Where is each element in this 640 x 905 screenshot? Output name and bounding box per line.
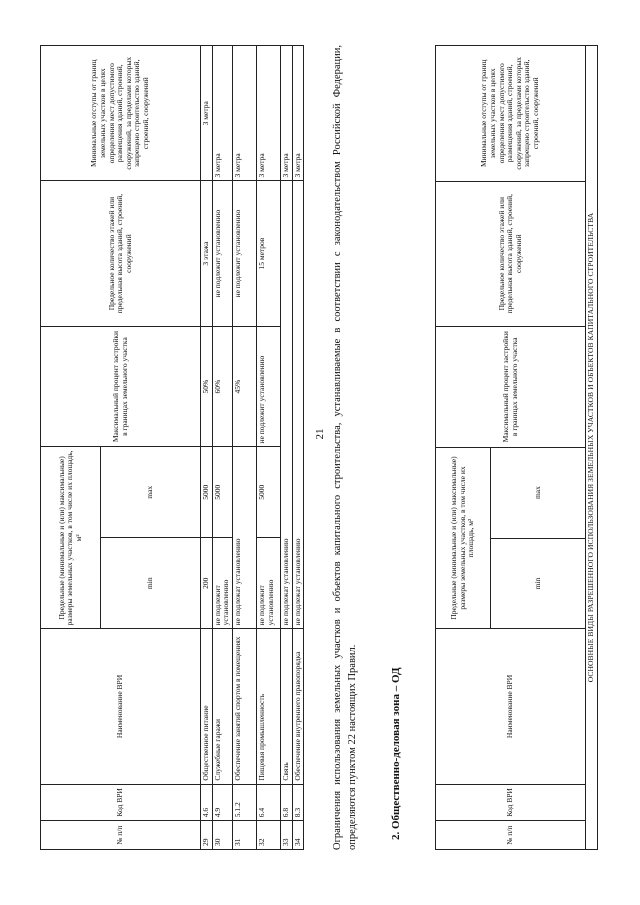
table-row [292,46,304,850]
header-sizes: Предельные (минимальные и (или) максимальные) размеры земельных участков, в том числе их площадь, м² [41,447,101,629]
cell-setback: 3 метра [292,46,304,181]
cell-min: 200 [201,538,213,629]
cell-min-max: не подлежат установлению [280,181,292,629]
header-setback: Минимальные отступы от границ земельных участков в целях определения мест допустимого размещения зданий, строений, сооружений, за пределами которых запрещено строительство зданий, строений, сооружений [436,46,586,182]
cell-percent: не подлежит установлению [256,326,280,447]
cell-max: 5000 [256,447,280,538]
header-floors: Предельное количество этажей или предельная высота зданий, строений, сооружений [41,181,201,326]
cell-name: Общественное питание [201,629,213,784]
cell-percent: 60% [212,326,232,447]
cell-num: 29 [201,821,213,850]
table-row [212,46,232,850]
table-row [232,46,256,850]
cell-min: не подлежит установлению [256,538,280,629]
cell-name: Связь [280,629,292,784]
cell-code: 4.6 [201,784,213,821]
cell-setback: 3 метра [212,46,232,181]
header-name: Наименование ВРИ [436,629,586,784]
header-setback: Минимальные отступы от границ земельных участков в целях определения мест допустимого размещения зданий, строений, сооружений, за пределами которых запрещено строительство зданий, строений, сооружений [41,46,201,181]
header-max: max [101,447,201,538]
header-percent: Максимальный процент застройки в границах земельного участка [436,326,586,447]
table-section-row [586,46,598,850]
page-number: 21 [314,428,326,440]
cell-code: 8.3 [292,784,304,821]
cell-name: Служебные гаражи [212,629,232,784]
header-min: min [101,538,201,629]
cell-floors: 15 метров [256,181,280,326]
regulations-table [40,45,304,850]
table-row [256,46,280,850]
cell-min-max: не подлежат установлению [292,181,304,629]
cell-max: 5000 [201,447,213,538]
cell-percent: 45% [232,326,256,447]
header-name: Наименование ВРИ [41,629,201,784]
od-zone-table [435,45,598,850]
cell-setback: 3 метра [201,46,213,181]
cell-max: 5000 [212,447,232,538]
header-code: Код ВРИ [41,784,201,821]
cell-num: 30 [212,821,232,850]
cell-code: 6.4 [256,784,280,821]
cell-floors: не подлежит установлению [212,181,232,326]
cell-code: 6.8 [280,784,292,821]
cell-percent: 50% [201,326,213,447]
cell-min-max: не подлежат установлению [232,447,256,629]
cell-name: Обеспечение внутреннего правопорядка [292,629,304,784]
cell-code: 4.9 [212,784,232,821]
header-code: Код ВРИ [436,784,586,821]
header-min: min [491,538,586,629]
table-row [280,46,292,850]
cell-num: 31 [232,821,256,850]
cell-num: 34 [292,821,304,850]
cell-floors: 3 этажа [201,181,213,326]
cell-setback: 3 метра [256,46,280,181]
cell-setback: 3 метра [280,46,292,181]
header-percent: Максимальный процент застройки в границах земельного участка [41,326,201,447]
header-floors: Предельное количество этажей или предельная высота зданий, строений, сооружений [436,181,586,326]
cell-code: 5.1.2 [232,784,256,821]
header-sizes: Предельные (минимальные и (или) максимальные) размеры земельных участков, в том числе их площадь, м² [436,447,491,629]
header-num: № п/п [41,821,201,850]
table-row [201,46,213,850]
cell-setback: 3 метра [232,46,256,181]
cell-num: 33 [280,821,292,850]
header-max: max [491,447,586,538]
cell-name: Обеспечение занятий спортом в помещениях [232,629,256,784]
section-title: 2. Общественно-деловая зона – ОД [390,667,402,840]
cell-floors: не подлежит установлению [232,181,256,326]
header-num: № п/п [436,821,586,850]
cell-min: не подлежит установлению [212,538,232,629]
cell-name: Пищевая промышленность [256,629,280,784]
cell-num: 32 [256,821,280,850]
rotated-sheet [40,45,600,850]
section-row-label: ОСНОВНЫЕ ВИДЫ РАЗРЕШЕННОГО ИСПОЛЬЗОВАНИЯ ЗЕМЕЛЬНЫХ УЧАСТКОВ И ОБЪЕКТОВ КАПИТАЛЬНОГО СТРОИТЕЛЬСТВА [586,46,598,850]
restrictions-paragraph: Ограничения использования земельных участков и объектов капитального строительства, устанавливаемые в соответствии с законодательством Российской Федерации, определяются пунктом 22 настоящих Правил. [332,45,359,850]
